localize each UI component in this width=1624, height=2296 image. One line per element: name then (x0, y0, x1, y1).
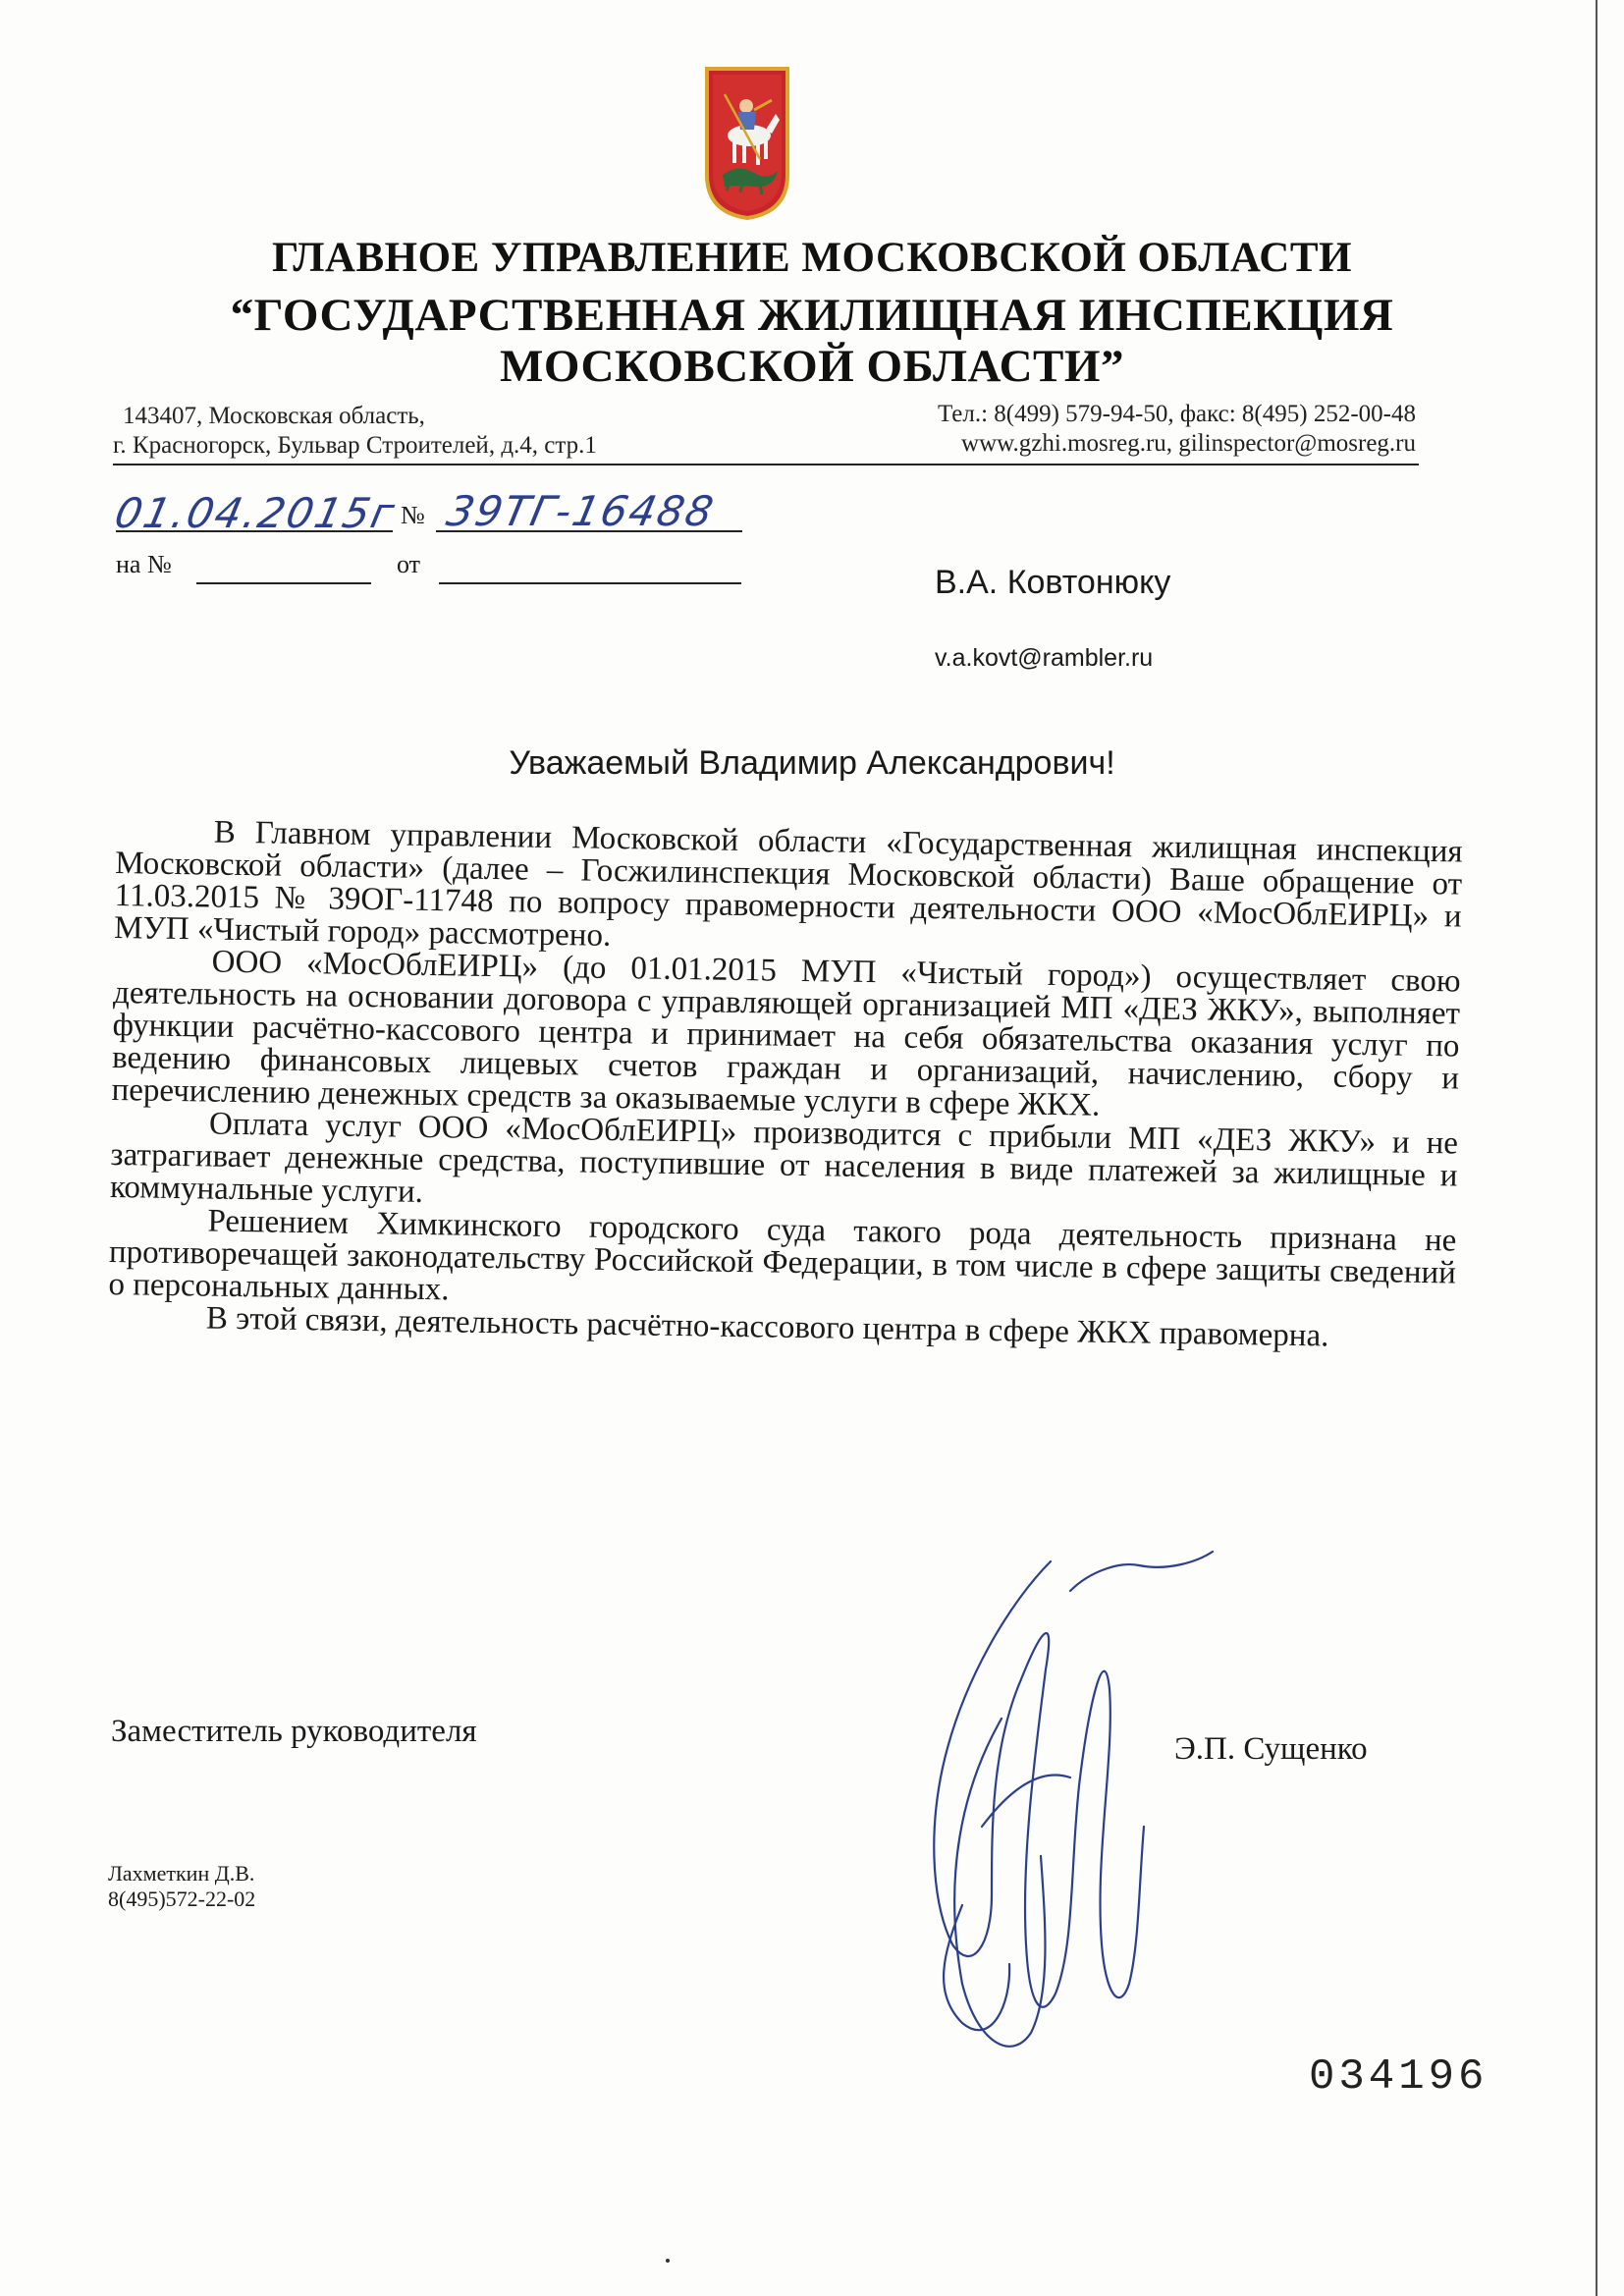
org-name-line-3: МОСКОВСКОЙ ОБЛАСТИ” (500, 341, 1124, 392)
recipient-email: v.a.kovt@rambler.ru (935, 644, 1154, 672)
body-paragraph: В Главном управлении Московской области «Государственная жилищная инспекция Московской области» (далее – Госжилинспекция Московской области) Ваше обращение от 11.03.2015 № 39ОГ-11748 по вопросу правомерности деятельности ООО «МосОблЕИРЦ» и МУП «Чистый город» рассмотрено. (113, 814, 1463, 954)
salutation: Уважаемый Владимир Александрович! (509, 744, 1115, 782)
body-paragraph: Оплата услуг ООО «МосОблЕИРЦ» производится с прибыли МП «ДЕЗ ЖКУ» и не затрагивает денежные средства, поступившие от населения в виде платежей за жилищные и коммунальные услуги. (109, 1106, 1459, 1210)
contacts-web-email: www.gzhi.mosreg.ru, gilinspector@mosreg.ru (961, 430, 1416, 457)
outgoing-date-handwritten: 01.04.2015г (110, 489, 401, 537)
org-name-line-1: ГЛАВНОЕ УПРАВЛЕНИЕ МОСКОВСКОЙ ОБЛАСТИ (272, 235, 1352, 281)
reply-from-blank (439, 582, 741, 584)
outgoing-number-handwritten: 39ТГ-16488 (442, 487, 720, 535)
body-paragraph: Решением Химкинского городского суда такого рода деятельность признана не противоречащей законодательству Российской Федерации, в том числе в сфере защиты сведений о персональных данных. (108, 1203, 1457, 1308)
number-underline (436, 530, 742, 532)
outgoing-number-label: № (401, 501, 425, 529)
handwritten-signature (844, 1532, 1218, 2082)
address-line-2: г. Красногорск, Бульвар Строителей, д.4, стр.1 (113, 432, 597, 459)
reply-to-blank (196, 582, 371, 584)
scan-speck (666, 2259, 670, 2263)
body-paragraph: ООО «МосОблЕИРЦ» (до 01.01.2015 МУП «Чистый город») осуществляет свою деятельность на основании договора с управляющей организацией МП «ДЕЗ ЖКУ», выполняет функции расчётно-кассового центра и принимает на себя обязательства оказания услуг по ведению финансовых лицевых счетов граждан и организаций, начислению, сбору и перечислению денежных средств за оказываемые услуги в сфере ЖКХ. (111, 944, 1461, 1123)
executor-phone: 8(495)572-22-02 (108, 1886, 256, 1911)
signer-position: Заместитель руководителя (111, 1714, 477, 1749)
org-name-line-2: “ГОСУДАРСТВЕННАЯ ЖИЛИЩНАЯ ИНСПЕКЦИЯ (230, 290, 1394, 341)
letter-body (108, 815, 1463, 1354)
recipient-name: В.А. Ковтонюку (935, 564, 1171, 601)
contacts-phone-fax: Тел.: 8(499) 579-94-50, факс: 8(495) 252-00-48 (937, 401, 1416, 427)
address-line-1: 143407, Московская область, (123, 403, 425, 429)
reply-to-label: на № (116, 550, 172, 578)
header-divider (113, 464, 1419, 465)
executor-name: Лахметкин Д.В. (108, 1861, 255, 1886)
body-paragraph: В этой связи, деятельность расчётно-кассового центра в сфере ЖКХ правомерна. (205, 1300, 1329, 1354)
serial-number: 034196 (1309, 2052, 1489, 2102)
scan-edge-line (1596, 0, 1597, 2296)
reply-from-label: от (397, 550, 421, 578)
coat-of-arms-icon (703, 65, 791, 220)
signer-name: Э.П. Сущенко (1174, 1731, 1368, 1767)
date-underline (116, 530, 393, 532)
